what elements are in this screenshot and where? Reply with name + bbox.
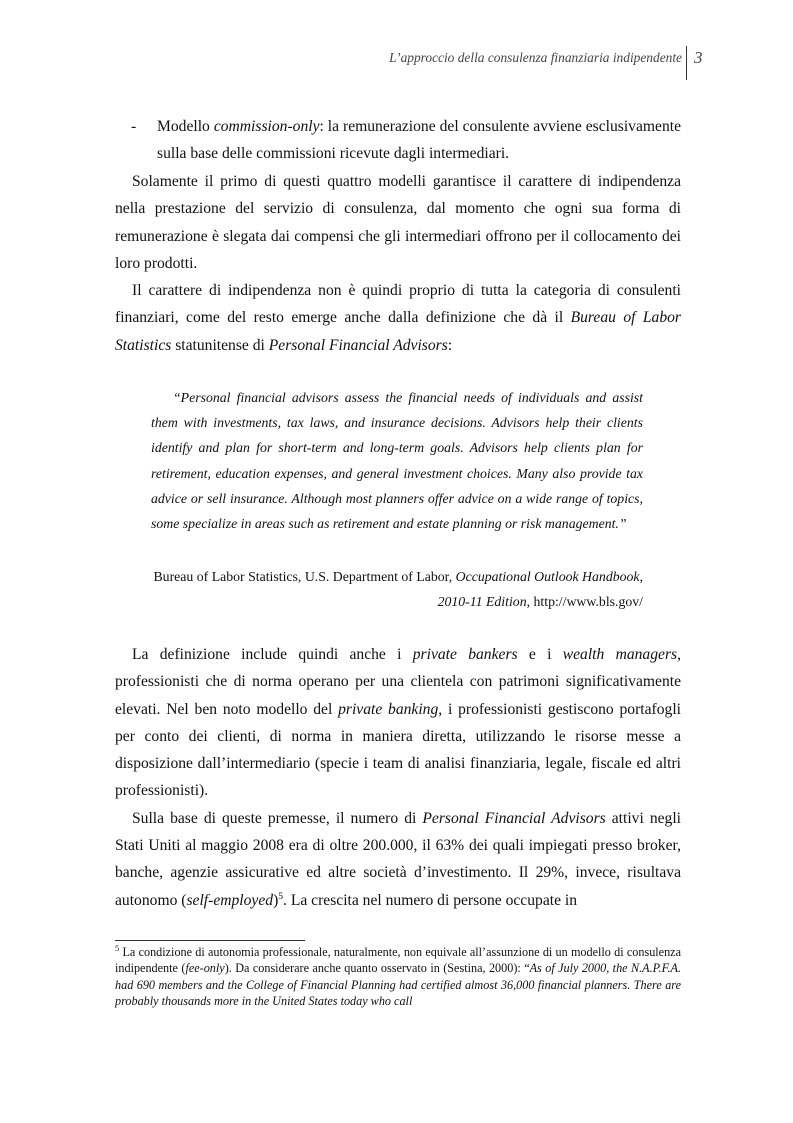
paragraph-1: Solamente il primo di questi quattro modelli garantisce il carattere di indipendenza nella prestazione del servizio di consulenza, dal momento che ogni sua forma di remunerazione è slegata dai compensi che gli intermediari offrono per il collocamento dei loro prodotti. bbox=[115, 173, 681, 272]
header-divider bbox=[686, 46, 687, 80]
footnote-divider bbox=[115, 940, 305, 941]
paragraph-3: La definizione include quindi anche i private bankers e i wealth managers, professionisti che di norma operano per una clientela con patrimoni significativamente elevati. Nel ben noto modello del private banking, i professionisti gestiscono portafogli per conto dei clienti, di norma in maniera diretta, utilizzando le risorse messe a disposizione dall’intermediario (specie i team di analisi finanziaria, legale, fiscale ed altri professionisti). bbox=[115, 646, 681, 800]
page-number: 3 bbox=[694, 48, 703, 67]
running-header bbox=[360, 46, 682, 80]
quote-source: Bureau of Labor Statistics, U.S. Department of Labor, Occupational Outlook Handbook, 2010-11 Edition, http://www.bls.gov/ bbox=[153, 569, 643, 610]
block-quote: “Personal financial advisors assess the financial needs of individuals and assist them with investments, tax laws, and insurance decisions. Advisors help their clients identify and plan for short-term and long-term goals. Advisors help clients plan for retirement, education expenses, and general investment choices. Many also provide tax advice or sell insurance. Although most planners offer advice on a wide range of topics, some specialize in areas such as retirement and estate planning or risk management.” bbox=[151, 390, 643, 532]
bullet-dash: - bbox=[131, 118, 137, 135]
bullet-item: Modello commission-only: la remunerazione del consulente avviene esclusivamente sulla base delle commissioni ricevute dagli intermediari. bbox=[157, 118, 681, 163]
body-paragraphs-top bbox=[115, 168, 681, 359]
footnote-reference[interactable]: 5 bbox=[278, 891, 284, 902]
header-title: L’approccio della consulenza finanziaria indipendente bbox=[389, 50, 682, 65]
body-paragraphs-bottom bbox=[115, 641, 681, 914]
footnote-number: 5 bbox=[115, 942, 120, 953]
paragraph-2: Il carattere di indipendenza non è quindi proprio di tutta la categoria di consulenti finanziari, come del resto emerge anche dalla definizione che dà il Bureau of Labor Statistics statunitense di Personal Financial Advisors: bbox=[115, 282, 681, 354]
paragraph-4: Sulla base di queste premesse, il numero di Personal Financial Advisors attivi negli Stati Uniti al maggio 2008 era di oltre 200.000, il 63% dei quali impiegati presso broker, banche, agenzie assicurative ed altre società d’investimento. Il 29%, invece, risultava autonomo (self-employed)$^5$. La crescita nel numero di persone occupate in bbox=[115, 809, 682, 909]
footnote: $^5$ La condizione di autonomia professionale, naturalmente, non equivale all’assunzione di un modello di consulenza indipendente (fee-only). Da considerare anche quanto osservato in (Sestina, 2000): “As of July 2000, the N.A.P.F.A. had 690 members and the College of Financial Planning had certified almost 36,000 financial planners. There are probably thousands more in the United States today who call bbox=[115, 942, 681, 1009]
